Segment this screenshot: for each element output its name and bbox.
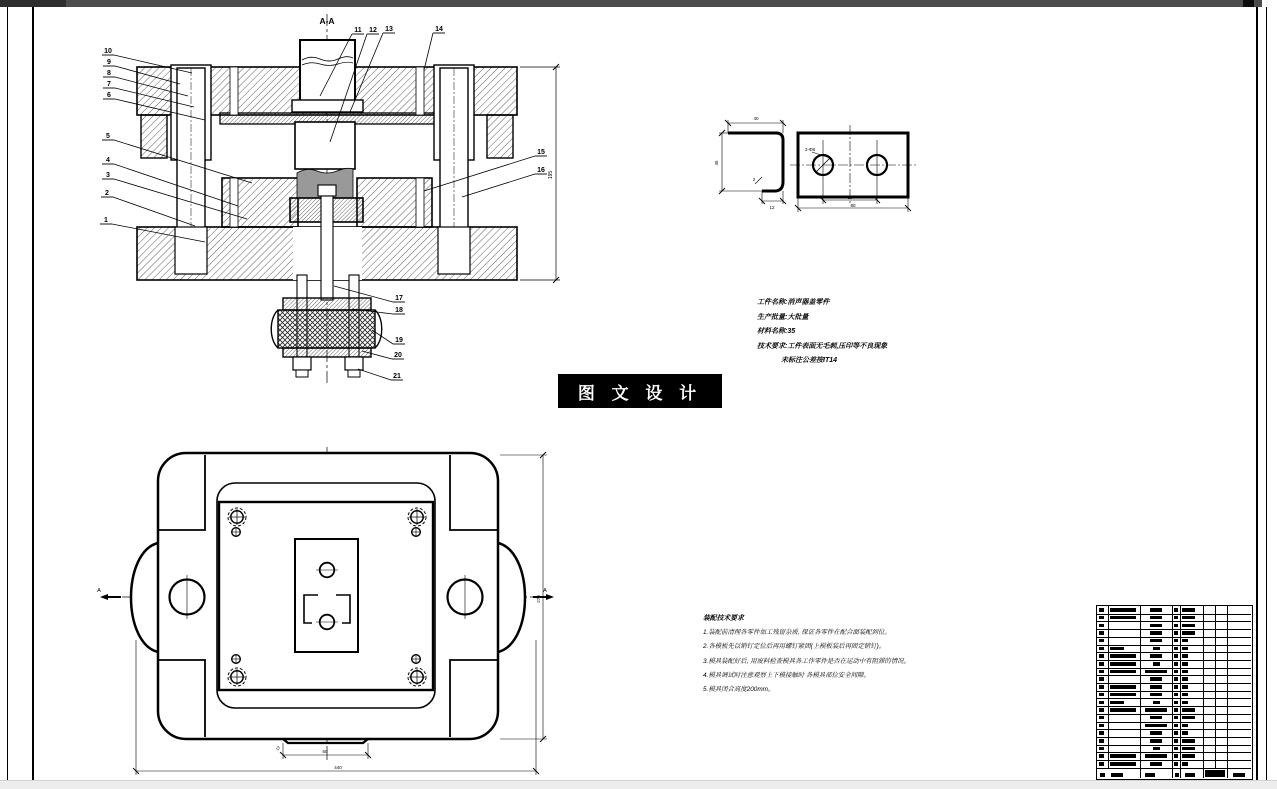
bom-cell-text [1182, 708, 1195, 712]
bom-cell-text [1153, 647, 1160, 651]
info-line: 技术要求:工件表面无毛刺,压印等不良现象 [757, 342, 888, 350]
balloon-12: 12 [369, 27, 377, 34]
bom-cell-text [1182, 762, 1188, 766]
bom-grid-line [1097, 614, 1251, 615]
plate-width-dim: 80 [850, 203, 856, 208]
bom-cell-text [1182, 639, 1188, 643]
bom-grid-line [1097, 637, 1251, 638]
bom-cell-text [1150, 616, 1162, 620]
detail-profile-view [714, 116, 786, 210]
bom-grid-line [1215, 606, 1216, 768]
info-line: 工件名称:消声器盖零件 [757, 299, 830, 306]
bom-grid-line [1097, 668, 1251, 669]
bom-cell-text [1099, 754, 1104, 758]
bom-cell-text [1110, 616, 1136, 620]
bom-cell-text [1174, 608, 1178, 612]
bom-cell-text [1099, 677, 1104, 681]
notes-item: 4.模具调试时注意观察上下模接触时 各模具部位安全间隙。 [703, 671, 870, 679]
bom-cell-text [1099, 739, 1104, 743]
bom-grid-line [1097, 629, 1251, 630]
bom-cell-text [1150, 762, 1162, 766]
watermark-text: 图 文 设 计 [577, 383, 703, 403]
bom-cell-text [1153, 662, 1160, 666]
bom-cell-text [1174, 639, 1178, 643]
bom-cell-text [1174, 647, 1178, 651]
bom-cell-text [1110, 693, 1136, 697]
bom-cell-text [1205, 770, 1215, 777]
balloon-16: 16 [537, 167, 545, 174]
bom-cell-text [1153, 747, 1160, 751]
parts-list-table [1096, 605, 1253, 780]
bom-cell-text [1174, 754, 1178, 758]
bom-grid-line [1140, 606, 1141, 778]
bom-grid-line [1097, 752, 1251, 753]
bom-cell-text [1099, 747, 1104, 751]
assembly-notes-block [703, 612, 918, 697]
bom-cell-text [1182, 677, 1188, 681]
balloon-8: 8 [107, 70, 111, 77]
bom-cell-text [1099, 762, 1104, 766]
balloon-19: 19 [395, 337, 403, 344]
detail-plate-view [790, 125, 916, 212]
bom-cell-text [1174, 716, 1178, 720]
bom-grid-line [1097, 691, 1251, 692]
balloon-10: 10 [104, 48, 112, 55]
bom-cell-text [1111, 773, 1123, 777]
bom-cell-text [1182, 739, 1195, 743]
bom-cell-text [1099, 631, 1104, 635]
profile-thk-dim: 2 [752, 177, 756, 182]
balloon-5: 5 [106, 133, 110, 140]
bom-cell-text [1182, 701, 1188, 705]
bom-cell-text [1174, 724, 1178, 728]
bom-cell-text [1150, 677, 1162, 681]
bom-cell-text [1182, 616, 1195, 620]
bom-grid-line [1097, 675, 1251, 676]
balloon-14: 14 [435, 26, 443, 33]
bom-cell-text [1174, 762, 1178, 766]
bom-grid-line [1097, 729, 1251, 730]
bom-cell-text [1150, 739, 1162, 743]
bom-cell-text [1099, 685, 1104, 689]
bom-cell-text [1099, 708, 1104, 712]
bom-cell-text [1099, 639, 1104, 643]
bom-grid-line [1097, 652, 1251, 653]
bom-grid-line [1097, 645, 1251, 646]
bom-cell-text [1174, 624, 1178, 628]
bom-cell-text [1182, 654, 1188, 658]
bom-grid-line [1097, 745, 1251, 746]
bom-grid-line [1097, 722, 1251, 723]
notes-item: 3.模具装配好后, 用废料检查模具各工作零件是否在运动中有阻滞的情况。 [703, 657, 910, 665]
bom-cell-text [1110, 701, 1124, 705]
bom-cell-text [1110, 762, 1136, 766]
part-info-block [757, 296, 967, 369]
hole-pitch-dim: 50 [847, 195, 853, 200]
bom-grid-line [1097, 737, 1251, 738]
bom-cell-text [1174, 731, 1178, 735]
bom-cell-text [1150, 731, 1162, 735]
balloon-3: 3 [106, 172, 110, 179]
plan-arrow-left-label: A [97, 588, 101, 594]
bom-cell-text [1233, 773, 1245, 777]
bom-cell-text [1099, 716, 1104, 720]
info-line: 生产批量:大批量 [757, 313, 809, 321]
bom-cell-text [1174, 747, 1178, 751]
bom-cell-text [1099, 624, 1104, 628]
bom-cell-text [1099, 647, 1104, 651]
bom-cell-text [1110, 608, 1136, 612]
bom-cell-text [1110, 708, 1136, 712]
holes-label: 2-Φ8 [804, 147, 816, 152]
bom-cell-text [1185, 773, 1195, 777]
profile-side-dim: 45 [714, 160, 719, 166]
balloon-15: 15 [537, 149, 545, 156]
balloon-20: 20 [394, 352, 402, 359]
bom-cell-text [1182, 685, 1188, 689]
bom-grid-line [1180, 606, 1181, 778]
bom-cell-text [1174, 654, 1178, 658]
section-view [100, 14, 560, 385]
bom-cell-text [1150, 654, 1162, 658]
plan-view [97, 447, 554, 775]
bom-cell-text [1110, 670, 1136, 674]
bom-cell-text [1145, 724, 1167, 728]
notes-item: 1.装配前清理各零件加工残留杂质, 保证各零件在配合面装配到位。 [703, 629, 891, 637]
bom-cell-text [1174, 708, 1178, 712]
bom-cell-text [1145, 773, 1155, 777]
watermark-box [558, 374, 722, 408]
plan-notch-dim: 60 [322, 749, 328, 754]
bom-cell-text [1174, 616, 1178, 620]
plan-width-dim: 440 [334, 765, 342, 770]
section-height-dim: 195 [548, 170, 554, 180]
profile-top-dim: 40 [753, 116, 759, 121]
balloon-7: 7 [107, 81, 111, 88]
bom-cell-text [1174, 670, 1178, 674]
balloon-1: 1 [104, 217, 108, 224]
bom-cell-text [1182, 724, 1188, 728]
bom-grid-line [1097, 706, 1251, 707]
bom-grid-line [1108, 606, 1109, 768]
bom-cell-text [1099, 724, 1104, 728]
bom-cell-text [1099, 670, 1104, 674]
bom-cell-text [1174, 685, 1178, 689]
bom-grid-line [1097, 760, 1251, 761]
bom-cell-text [1145, 754, 1167, 758]
bom-cell-text [1150, 685, 1162, 689]
bom-grid-line [1097, 621, 1251, 622]
balloon-6: 6 [107, 92, 111, 99]
bom-grid-line [1097, 714, 1251, 715]
notes-title: 装配技术要求 [703, 615, 744, 622]
bom-cell-text [1174, 693, 1178, 697]
bom-cell-text [1150, 631, 1162, 635]
bom-cell-text [1150, 693, 1162, 697]
balloon-2: 2 [105, 190, 109, 197]
bom-cell-text [1150, 608, 1162, 612]
bom-cell-text [1182, 731, 1188, 735]
bom-cell-text [1175, 773, 1179, 777]
balloon-4: 4 [106, 157, 110, 164]
bom-cell-text [1099, 616, 1104, 620]
bom-cell-text [1182, 670, 1188, 674]
balloon-18: 18 [395, 307, 403, 314]
bom-cell-text [1099, 608, 1104, 612]
bom-cell-text [1150, 639, 1162, 643]
bom-cell-text [1100, 773, 1105, 777]
bom-cell-text [1145, 708, 1167, 712]
info-line: 未标注公差按IT14 [781, 357, 838, 365]
plan-arrow-right-label: A [543, 588, 547, 594]
bom-cell-text [1099, 654, 1104, 658]
bom-cell-text [1110, 662, 1136, 666]
bom-grid-line [1097, 698, 1251, 699]
bom-cell-text [1182, 647, 1188, 651]
bom-cell-text [1099, 662, 1104, 666]
bom-cell-text [1182, 608, 1195, 612]
bom-cell-text [1174, 739, 1178, 743]
bom-cell-text [1182, 716, 1195, 720]
bom-cell-text [1110, 647, 1124, 651]
section-label: A-A [319, 16, 335, 26]
balloon-11: 11 [354, 27, 362, 34]
bom-cell-text [1174, 662, 1178, 666]
bom-cell-text [1182, 631, 1195, 635]
bom-cell-text [1174, 677, 1178, 681]
bom-cell-text [1099, 693, 1104, 697]
plan-slope-dim: 12 [274, 744, 282, 752]
bom-cell-text [1145, 670, 1167, 674]
bom-cell-text [1215, 770, 1225, 777]
bom-cell-text [1110, 754, 1136, 758]
bom-grid-line [1203, 606, 1204, 778]
bom-cell-text [1099, 701, 1104, 705]
notes-item: 5.模具闭合高度200mm。 [703, 686, 775, 694]
bom-cell-text [1182, 662, 1188, 666]
bom-grid-line [1227, 606, 1228, 778]
info-line: 材料名称:35 [757, 328, 796, 336]
balloon-13: 13 [385, 26, 393, 33]
balloon-21: 21 [393, 373, 401, 380]
bom-cell-text [1182, 754, 1195, 758]
bom-cell-text [1182, 693, 1188, 697]
bom-cell-text [1153, 701, 1160, 705]
profile-foot-dim: 12 [769, 205, 775, 210]
bom-cell-text [1110, 685, 1136, 689]
bom-grid-line [1097, 660, 1251, 661]
bom-cell-text [1182, 624, 1195, 628]
balloon-17: 17 [395, 295, 403, 302]
bom-cell-text [1110, 654, 1136, 658]
plan-height-dim: 270 [536, 595, 541, 603]
bom-grid-line [1097, 683, 1251, 684]
bom-cell-text [1182, 747, 1195, 751]
balloon-9: 9 [107, 59, 111, 66]
bom-cell-text [1099, 731, 1104, 735]
bom-grid-line [1097, 768, 1251, 769]
bom-cell-text [1174, 631, 1178, 635]
notes-item: 2.各模板先以销钉定位后再用螺钉紧固(上模板装后再固定销钉)。 [703, 643, 886, 651]
bom-cell-text [1150, 716, 1162, 720]
bom-cell-text [1174, 701, 1178, 705]
bom-cell-text [1150, 624, 1162, 628]
